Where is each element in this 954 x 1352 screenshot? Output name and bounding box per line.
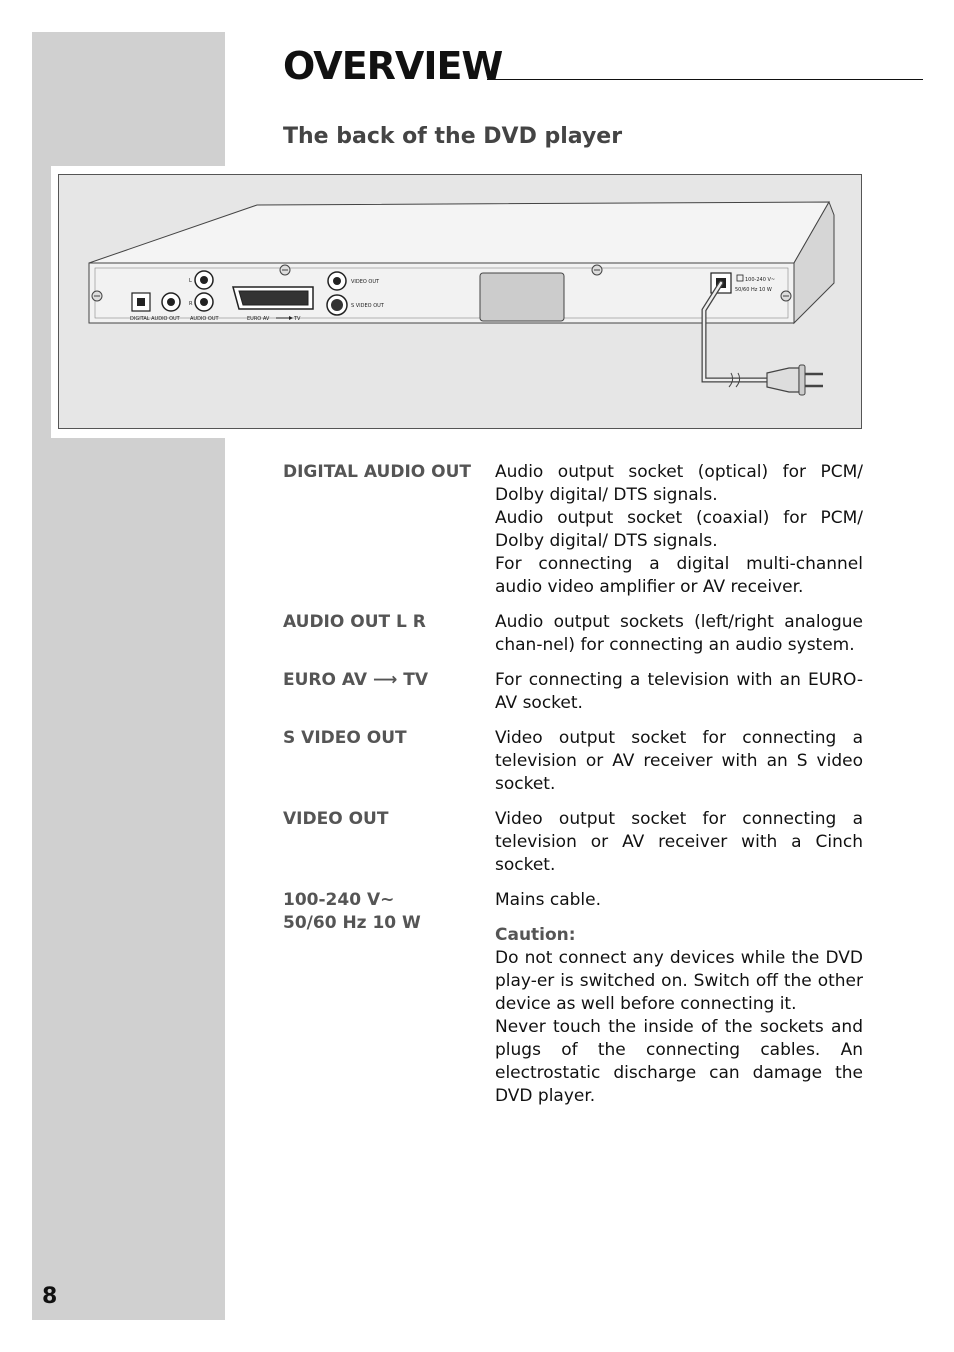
page-title: OVERVIEW xyxy=(283,44,503,88)
spec-desc-line: Video output socket for connecting a television or AV receiver with an S video socket. xyxy=(495,728,863,794)
page-number: 8 xyxy=(42,1284,58,1309)
spec-desc xyxy=(495,727,863,796)
screw-icon xyxy=(280,265,290,275)
header-rule xyxy=(487,79,923,80)
label-audio-out: AUDIO OUT xyxy=(190,316,219,322)
label-power-line1: 100-240 V~ xyxy=(745,277,776,283)
spec-desc xyxy=(495,669,863,715)
back-panel xyxy=(89,263,794,323)
screw-icon xyxy=(92,291,102,301)
video-out-socket-icon xyxy=(328,272,346,290)
optical-socket-icon xyxy=(132,293,150,311)
spec-term: 100-240 V~ 50/60 Hz 10 W xyxy=(283,890,421,933)
label-r: R xyxy=(189,301,193,307)
section-title: The back of the DVD player xyxy=(283,124,623,149)
spec-desc xyxy=(495,889,863,912)
label-l: L xyxy=(189,278,192,284)
spec-row-audio-out xyxy=(283,611,863,657)
spec-list xyxy=(283,461,863,947)
spec-row-s-video-out xyxy=(283,727,863,796)
device-top xyxy=(89,202,829,263)
spec-desc xyxy=(495,611,863,657)
page-header xyxy=(283,44,923,90)
label-euro-av: EURO AV xyxy=(247,316,270,322)
coaxial-socket-icon xyxy=(162,293,180,311)
screw-icon xyxy=(781,291,791,301)
spec-desc xyxy=(495,461,863,599)
label-video-out: VIDEO OUT xyxy=(351,279,380,285)
spec-term: AUDIO OUT L R xyxy=(283,612,426,632)
spec-row-euro-av xyxy=(283,669,863,715)
spec-row-video-out xyxy=(283,808,863,877)
spec-row-digital-audio-out xyxy=(283,461,863,599)
vent-panel xyxy=(480,273,564,321)
label-digital-audio-out: DIGITAL AUDIO OUT xyxy=(130,316,180,322)
caution-block xyxy=(495,924,863,1108)
dvd-back-drawing xyxy=(59,175,861,428)
audio-r-socket-icon xyxy=(195,293,213,311)
caution-paragraph: Do not connect any devices while the DVD play-er is switched on. Switch off the other device as well before connecting it. xyxy=(495,948,863,1014)
screw-icon xyxy=(592,265,602,275)
spec-term: VIDEO OUT xyxy=(283,809,389,829)
caution-title: Caution: xyxy=(495,925,576,945)
spec-term: EURO AV ⟶ TV xyxy=(283,670,428,690)
label-tv: TV xyxy=(294,316,301,322)
spec-desc-line: Audio output sockets (left/right analogue chan-nel) for connecting an audio system. xyxy=(495,612,863,655)
spec-desc-line: Mains cable. xyxy=(495,890,601,910)
s-video-socket-icon xyxy=(327,295,347,315)
spec-term: S VIDEO OUT xyxy=(283,728,407,748)
spec-desc-line: For connecting a television with an EURO-AV socket. xyxy=(495,670,863,713)
mains-plug-icon xyxy=(767,365,823,395)
label-s-video-out: S VIDEO OUT xyxy=(351,303,384,309)
caution-paragraph: Never touch the inside of the sockets and plugs of the connecting cables. An electrostatic discharge can damage the DVD player. xyxy=(495,1017,863,1106)
dvd-back-illustration xyxy=(58,174,862,429)
audio-l-socket-icon xyxy=(195,271,213,289)
spec-desc-line: Audio output socket (coaxial) for PCM/ Dolby digital/ DTS signals. xyxy=(495,508,863,551)
spec-desc-line: Video output socket for connecting a television or AV receiver with a Cinch socket. xyxy=(495,809,863,875)
label-power-line2: 50/60 Hz 10 W xyxy=(735,287,772,293)
spec-desc-line: Audio output socket (optical) for PCM/ Dolby digital/ DTS signals. xyxy=(495,462,863,505)
spec-desc-line: For connecting a digital multi-channel audio video amplifier or AV receiver. xyxy=(495,554,863,597)
spec-desc xyxy=(495,808,863,877)
scart-socket-icon xyxy=(233,287,313,309)
spec-term: DIGITAL AUDIO OUT xyxy=(283,462,471,482)
